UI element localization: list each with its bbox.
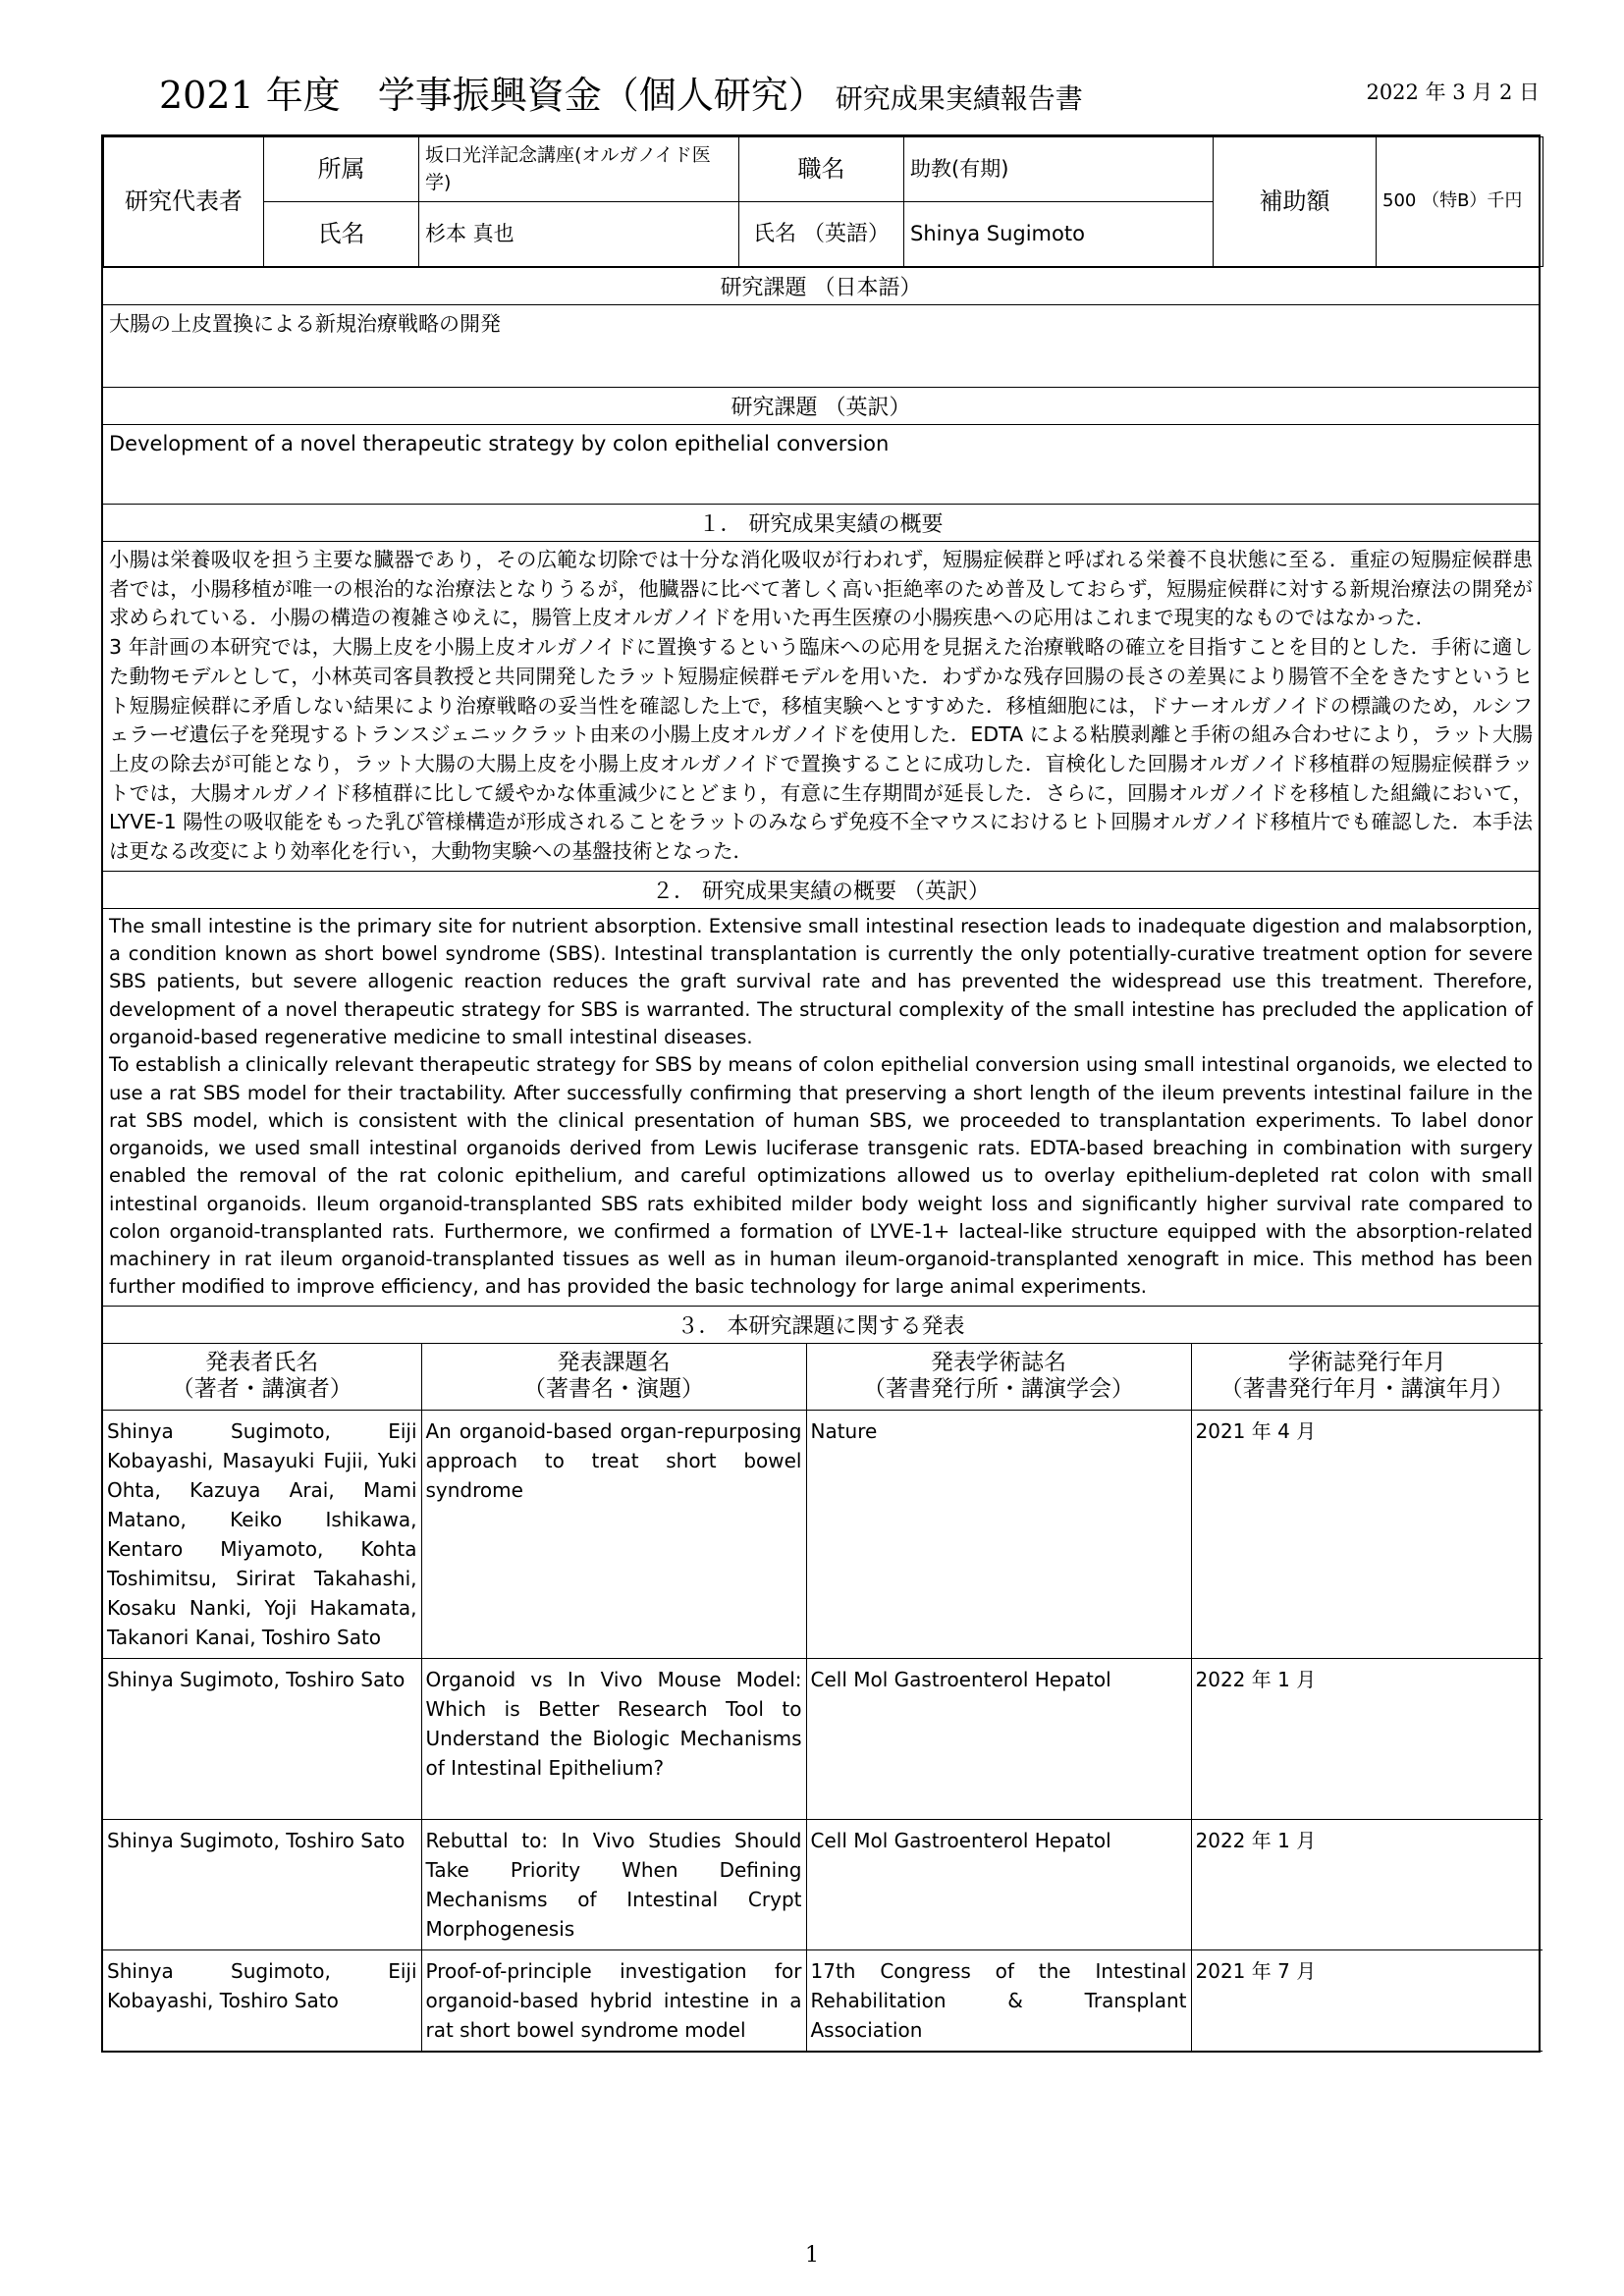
- name-en-label: 氏名 （英語）: [739, 202, 904, 267]
- section-title-en-heading: 研究課題 （英訳）: [103, 388, 1539, 425]
- pub-authors: Shinya Sugimoto, Eiji Kobayashi, Toshiro Sato: [103, 1949, 421, 2051]
- section-title-en: [103, 387, 1539, 504]
- pub-authors: Shinya Sugimoto, Toshiro Sato: [103, 1819, 421, 1949]
- pub-title: Proof-of-principle investigation for organoid-based hybrid intestine in a rat short bowel syndrome model: [421, 1949, 806, 2051]
- researcher-info-table: [103, 136, 1543, 267]
- pub-journal: Cell Mol Gastroenterol Hepatol: [806, 1819, 1191, 1949]
- column-header-title: 発表課題名 （著書名・演題）: [421, 1343, 806, 1410]
- section-summary-en-heading: ２． 研究成果実績の概要 （英訳）: [103, 872, 1539, 909]
- pub-authors: Shinya Sugimoto, Eiji Kobayashi, Masayuki Fujii, Yuki Ohta, Kazuya Arai, Mami Matano, Keiko Ishikawa, Kentaro Miyamoto, Kohta Toshimitsu, Sirirat Takahashi, Kosaku Nanki, Yoji Hakamata, Takanori Kanai, Toshiro Sato: [103, 1410, 421, 1658]
- summary-ja-paragraph: 小腸は栄養吸収を担う主要な臓器であり，その広範な切除では十分な消化吸収が行われず，短腸症候群と呼ばれる栄養不良状態に至る．重症の短腸症候群患者では，小腸移植が唯一の根治的な治療法となりうるが，他臓器に比べて著しく高い拒絶率のため普及しておらず，短腸症候群に対する新規治療法の開発が求められている．小腸の構造の複雑さゆえに，腸管上皮オルガノイドを用いた再生医療の小腸疾患への応用はこれまで現実的なものではなかった．: [109, 548, 1533, 630]
- column-header-authors: 発表者氏名 （著者・講演者）: [103, 1343, 421, 1410]
- pub-title: Organoid vs In Vivo Mouse Model: Which is Better Research Tool to Understand the Biologic Mechanisms of Intestinal Epithelium?: [421, 1658, 806, 1819]
- position-label: 職名: [739, 137, 904, 202]
- table-row: [103, 1410, 1543, 1658]
- pub-title: An organoid-based organ-repurposing approach to treat short bowel syndrome: [421, 1410, 806, 1658]
- section-summary-ja: [103, 504, 1539, 871]
- pub-date: 2021 年 4 月: [1191, 1410, 1543, 1658]
- table-row: [103, 1949, 1543, 2051]
- publications-table: [103, 1343, 1543, 2052]
- section-summary-ja-heading: １． 研究成果実績の概要: [103, 505, 1539, 542]
- table-row: [103, 1819, 1543, 1949]
- summary-en-paragraph: The small intestine is the primary site for nutrient absorption. Extensive small intestinal resection leads to inadequate digestion and malabsorption, a condition known as short bowel syndrome (SBS). Intestinal transplantation is currently the only potentially-curative treatment option for severe SBS patients, but severe allogenic reaction reduces the graft survival rate and has prevented the widespread use this treatment. Therefore, development of a novel therapeutic strategy for SBS is warranted. The structural complexity of the small intestine has precluded the application of organoid-based regenerative medicine to small intestinal diseases.: [109, 914, 1533, 1048]
- document-title: [159, 74, 1083, 117]
- affiliation-label: 所属: [264, 137, 419, 202]
- pub-journal: Nature: [806, 1410, 1191, 1658]
- name-value: 杉本 真也: [419, 202, 739, 267]
- document-title-sub: 研究成果実績報告書: [835, 82, 1083, 115]
- page-number: 1: [805, 2243, 819, 2268]
- pub-date: 2021 年 7 月: [1191, 1949, 1543, 2051]
- section-title-ja-heading: 研究課題 （日本語）: [103, 268, 1539, 305]
- name-label: 氏名: [264, 202, 419, 267]
- summary-en-paragraph: To establish a clinically relevant therapeutic strategy for SBS by means of colon epithelial conversion using small intestinal organoids, we elected to use a rat SBS model for their tractability. After successfully confirming that preserving a short length of the ileum prevents intestinal failure in the rat SBS model, which is consistent with the clinical presentation of human SBS, we proceeded to transplantation experiments. To label donor organoids, we used small intestinal organoids derived from Lewis luciferase transgenic rats. EDTA-based breaching in combination with surgery enabled the removal of the rat colonic epithelium, and careful optimizations allowed us to overlay epithelium-depleted rat colon with small intestinal organoids. Ileum organoid-transplanted SBS rats exhibited milder body weight loss and significantly higher survival rate compared to colon organoid-transplanted rats. Furthermore, we confirmed a formation of LYVE-1+ lacteal-like structure equipped with the absorption-related machinery in rat ileum organoid-transplanted tissues as well as in human ileum-organoid-transplanted xenograft in mice. This method has been further modified to improve efficiency, and has provided the basic technology for large animal experiments.: [109, 1053, 1533, 1299]
- grant-label: 補助額: [1214, 137, 1377, 267]
- section-title-ja-text: 大腸の上皮置換による新規治療戦略の開発: [109, 312, 501, 336]
- grant-value: 500 （特B）千円: [1377, 137, 1543, 267]
- table-row: [103, 1658, 1543, 1819]
- pub-authors: Shinya Sugimoto, Toshiro Sato: [103, 1658, 421, 1819]
- pub-journal: Cell Mol Gastroenterol Hepatol: [806, 1658, 1191, 1819]
- affiliation-value: 坂口光洋記念講座(オルガノイド医学): [419, 137, 739, 202]
- report-sheet: [101, 134, 1541, 2053]
- section-summary-en: [103, 871, 1539, 1306]
- summary-ja-paragraph: 3 年計画の本研究では，大腸上皮を小腸上皮オルガノイドに置換するという臨床への応用を見据えた治療戦略の確立を目指すことを目的とした．手術に適した動物モデルとして，小林英司客員教授と共同開発したラット短腸症候群モデルを用いた．わずかな残存回腸の長さの差異により腸管不全をきたすというヒト短腸症候群に矛盾しない結果により治療戦略の妥当性を確認した上で，移植実験へとすすめた．移植細胞には，ドナーオルガノイドの標識のため，ルシフェラーゼ遺伝子を発現するトランスジェニックラット由来の小腸上皮オルガノイドを使用した．EDTA による粘膜剥離と手術の組み合わせにより，ラット大腸上皮の除去が可能となり，ラット大腸の大腸上皮を小腸上皮オルガノイドで置換することに成功した．盲検化した回腸オルガノイド移植群の短腸症候群ラットでは，大腸オルガノイド移植群に比して緩やかな体重減少にとどまり，有意に生存期間が延長した．さらに，回腸オルガノイドを移植した組織において，LYVE-1 陽性の吸収能をもった乳び管様構造が形成されることをラットのみならず免疫不全マウスにおけるヒト回腸オルガノイド移植片でも確認した．本手法は更なる改変により効率化を行い，大動物実験への基盤技術となった．: [109, 635, 1533, 864]
- position-value: 助教(有期): [904, 137, 1214, 202]
- section-title-en-text: Development of a novel therapeutic strategy by colon epithelial conversion: [109, 432, 890, 455]
- pub-date: 2022 年 1 月: [1191, 1819, 1543, 1949]
- report-date: 2022 年 3 月 2 日: [1366, 80, 1540, 104]
- pub-journal: 17th Congress of the Intestinal Rehabilitation & Transplant Association: [806, 1949, 1191, 2051]
- document-title-main: 2021 年度 学事振興資金（個人研究）: [159, 74, 826, 117]
- name-en-value: Shinya Sugimoto: [904, 202, 1214, 267]
- section-publications-heading: ３． 本研究課題に関する発表: [103, 1307, 1539, 1344]
- section-title-ja: [103, 267, 1539, 387]
- pub-date: 2022 年 1 月: [1191, 1658, 1543, 1819]
- pub-title: Rebuttal to: In Vivo Studies Should Take Priority When Defining Mechanisms of Intestinal Crypt Morphogenesis: [421, 1819, 806, 1949]
- column-header-journal: 発表学術誌名 （著書発行所・講演学会）: [806, 1343, 1191, 1410]
- section-publications: [103, 1306, 1539, 2052]
- column-header-date: 学術誌発行年月 （著書発行年月・講演年月）: [1191, 1343, 1543, 1410]
- rep-label: 研究代表者: [104, 137, 264, 267]
